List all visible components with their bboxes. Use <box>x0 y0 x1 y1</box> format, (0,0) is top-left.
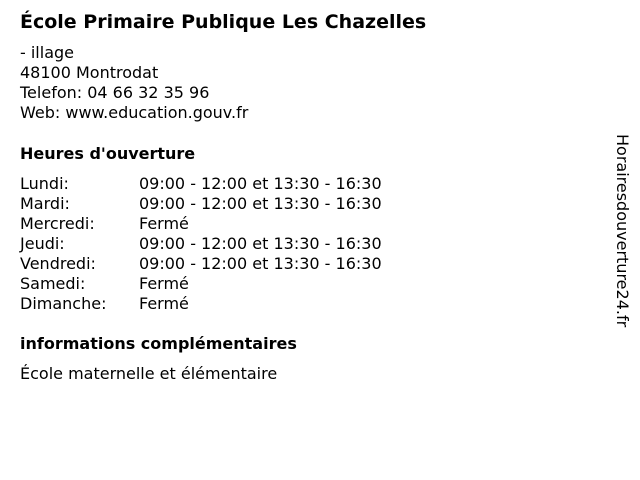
info-heading: informations complémentaires <box>20 334 297 353</box>
time-value: 09:00 - 12:00 et 13:30 - 16:30 <box>139 234 382 253</box>
day-label: Mardi: <box>20 194 70 213</box>
postal-city: 48100 Montrodat <box>20 63 159 82</box>
time-value: 09:00 - 12:00 et 13:30 - 16:30 <box>139 254 382 273</box>
day-label: Jeudi: <box>20 234 65 253</box>
website: Web: www.education.gouv.fr <box>20 103 249 122</box>
address-line: - illage <box>20 43 74 62</box>
time-value: 09:00 - 12:00 et 13:30 - 16:30 <box>139 194 382 213</box>
day-label: Mercredi: <box>20 214 95 233</box>
time-value: Fermé <box>139 294 189 313</box>
day-label: Samedi: <box>20 274 86 293</box>
day-label: Dimanche: <box>20 294 107 313</box>
phone-number: Telefon: 04 66 32 35 96 <box>20 83 210 102</box>
page-title: École Primaire Publique Les Chazelles <box>20 11 427 33</box>
day-label: Lundi: <box>20 174 69 193</box>
day-label: Vendredi: <box>20 254 96 273</box>
info-text: École maternelle et élémentaire <box>20 364 278 383</box>
hours-heading: Heures d'ouverture <box>20 144 196 163</box>
time-value: Fermé <box>139 274 189 293</box>
watermark-text: Horairesdouverture24.fr <box>613 134 632 328</box>
time-value: Fermé <box>139 214 189 233</box>
address-block <box>20 43 248 123</box>
time-value: 09:00 - 12:00 et 13:30 - 16:30 <box>139 174 382 193</box>
